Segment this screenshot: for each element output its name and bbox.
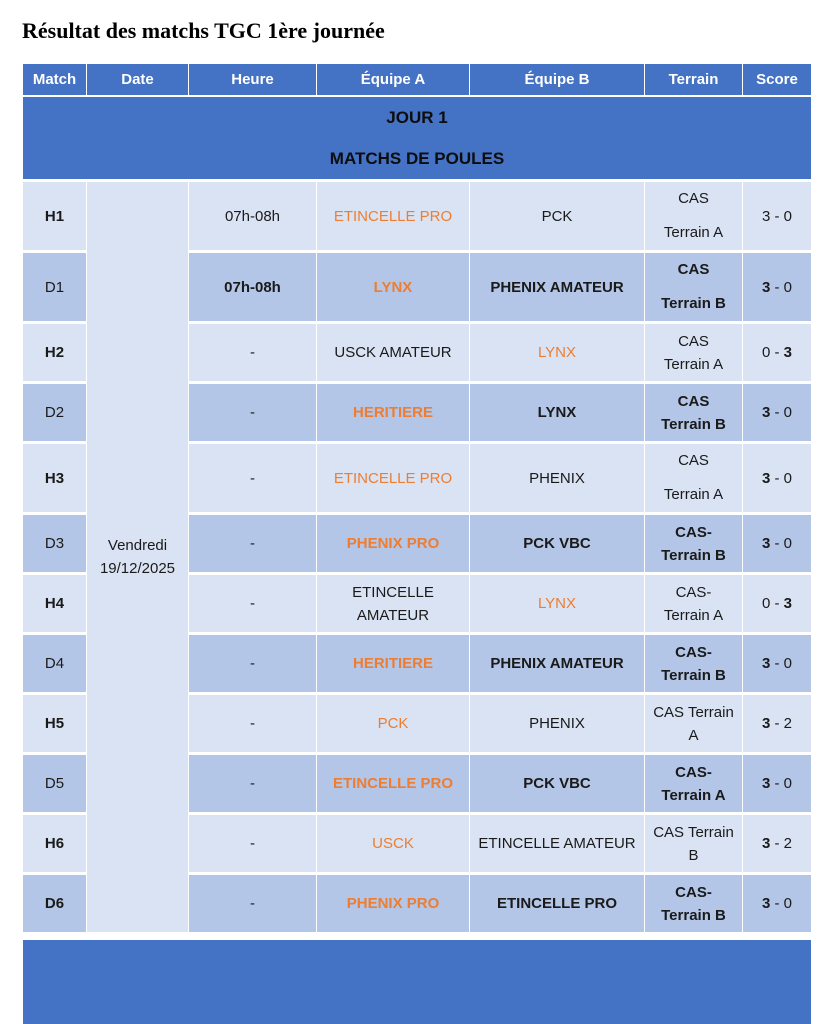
- score-a: 3: [761, 655, 771, 672]
- match-time: -: [189, 444, 317, 515]
- score-b: 0: [783, 535, 793, 552]
- team-b: ETINCELLE AMATEUR: [470, 815, 645, 875]
- terrain-line: CAS-: [675, 583, 712, 601]
- match-code: H6: [23, 815, 87, 875]
- terrain: [645, 575, 743, 635]
- terrain-line: CAS: [678, 452, 709, 469]
- team-b: LYNX: [470, 324, 645, 384]
- match-code: H5: [23, 695, 87, 755]
- score-b: 2: [783, 715, 793, 732]
- score: 0 - 3: [743, 575, 811, 635]
- team-a-line: ETINCELLE: [352, 583, 434, 601]
- score: 3 - 0: [743, 444, 811, 515]
- team-b: PCK VBC: [470, 515, 645, 575]
- terrain-line: CAS-: [675, 763, 712, 781]
- day-banner: [23, 97, 811, 182]
- match-code: D4: [23, 635, 87, 695]
- score-b: 0: [783, 775, 793, 792]
- match-date: [87, 182, 189, 935]
- phase-label: MATCHS DE POULES: [329, 149, 505, 168]
- score: 3 - 0: [743, 635, 811, 695]
- terrain-line: B: [688, 846, 699, 864]
- terrain-line: Terrain B: [661, 546, 726, 564]
- team-b: LYNX: [470, 575, 645, 635]
- date-value: 19/12/2025: [99, 560, 176, 577]
- terrain-line: Terrain A: [663, 606, 724, 624]
- team-a: ETINCELLE PRO: [317, 444, 470, 515]
- terrain: [645, 253, 743, 324]
- score: 3 - 2: [743, 695, 811, 755]
- day-label: JOUR 1: [386, 108, 448, 127]
- team-a: [317, 575, 470, 635]
- day-banner-row: [23, 97, 811, 182]
- score-b: 3: [783, 595, 793, 612]
- score: 3 - 0: [743, 253, 811, 324]
- team-b: PCK: [470, 182, 645, 253]
- match-time: -: [189, 324, 317, 384]
- team-a: USCK: [317, 815, 470, 875]
- col-header-match: Match: [23, 64, 87, 97]
- match-code: D3: [23, 515, 87, 575]
- col-header-terrain: Terrain: [645, 64, 743, 97]
- score: 3 - 0: [743, 515, 811, 575]
- team-a: USCK AMATEUR: [317, 324, 470, 384]
- date-weekday: Vendredi: [107, 537, 168, 554]
- table-footer-bar: [23, 940, 811, 1024]
- terrain: [645, 695, 743, 755]
- terrain: [645, 444, 743, 515]
- terrain-line: CAS-: [675, 523, 712, 541]
- terrain: [645, 182, 743, 253]
- team-b: ETINCELLE PRO: [470, 875, 645, 935]
- team-a: ETINCELLE PRO: [317, 182, 470, 253]
- team-b: PHENIX AMATEUR: [470, 635, 645, 695]
- score-b: 0: [783, 895, 793, 912]
- score-b: 2: [783, 835, 793, 852]
- score-b: 0: [783, 207, 793, 225]
- match-time: -: [189, 575, 317, 635]
- match-time: -: [189, 635, 317, 695]
- terrain-line: CAS-: [675, 883, 712, 901]
- team-b: PHENIX: [470, 444, 645, 515]
- score-a: 0: [761, 344, 771, 361]
- terrain: [645, 635, 743, 695]
- terrain: [645, 515, 743, 575]
- match-code: H2: [23, 324, 87, 384]
- team-b: LYNX: [470, 384, 645, 444]
- match-code: D2: [23, 384, 87, 444]
- score-b: 3: [783, 344, 793, 361]
- terrain: [645, 875, 743, 935]
- col-header-date: Date: [87, 64, 189, 97]
- team-a: ETINCELLE PRO: [317, 755, 470, 815]
- score-b: 0: [783, 469, 793, 487]
- score-a: 3: [761, 469, 771, 487]
- terrain: [645, 815, 743, 875]
- match-code: H4: [23, 575, 87, 635]
- terrain-line: Terrain B: [661, 666, 726, 684]
- team-a: HERITIERE: [317, 635, 470, 695]
- match-time: -: [189, 515, 317, 575]
- match-code: D1: [23, 253, 87, 324]
- terrain-line: Terrain B: [661, 415, 726, 433]
- score: 3 - 0: [743, 384, 811, 444]
- col-header-heure: Heure: [189, 64, 317, 97]
- team-a: PCK: [317, 695, 470, 755]
- terrain-line: CAS: [677, 261, 710, 278]
- score-a: 3: [761, 535, 771, 552]
- match-time: -: [189, 384, 317, 444]
- match-code: D6: [23, 875, 87, 935]
- terrain-line: Terrain A: [663, 355, 724, 373]
- score-a: 3: [761, 835, 771, 852]
- match-time: 07h-08h: [189, 182, 317, 253]
- score-a: 3: [761, 207, 771, 225]
- score: 3 - 0: [743, 755, 811, 815]
- terrain-line: CAS-: [675, 643, 712, 661]
- match-time: -: [189, 695, 317, 755]
- team-a: PHENIX PRO: [317, 515, 470, 575]
- terrain-line: CAS: [678, 332, 709, 350]
- terrain-line: CAS: [677, 392, 710, 410]
- team-b: PCK VBC: [470, 755, 645, 815]
- score-a: 3: [761, 278, 771, 296]
- col-header-score: Score: [743, 64, 811, 97]
- terrain-line: Terrain B: [661, 906, 726, 924]
- score-a: 3: [761, 404, 771, 421]
- col-header-equipe-b: Équipe B: [470, 64, 645, 97]
- terrain-line: Terrain A: [663, 224, 724, 241]
- team-a-line: AMATEUR: [356, 606, 430, 624]
- match-time: 07h-08h: [189, 253, 317, 324]
- score-a: 3: [761, 775, 771, 792]
- terrain-line: CAS: [678, 190, 709, 207]
- team-a: PHENIX PRO: [317, 875, 470, 935]
- match-time: -: [189, 875, 317, 935]
- terrain-line: Terrain A: [663, 486, 724, 503]
- col-header-equipe-a: Équipe A: [317, 64, 470, 97]
- terrain: [645, 384, 743, 444]
- match-time: -: [189, 755, 317, 815]
- terrain-line: CAS Terrain: [653, 703, 734, 721]
- score-a: 0: [761, 595, 771, 612]
- match-code: H1: [23, 182, 87, 253]
- match-code: H3: [23, 444, 87, 515]
- results-table: [23, 64, 811, 935]
- score: 3 - 0: [743, 182, 811, 253]
- team-a: LYNX: [317, 253, 470, 324]
- team-b: PHENIX: [470, 695, 645, 755]
- score-b: 0: [783, 655, 793, 672]
- team-a: HERITIERE: [317, 384, 470, 444]
- score-a: 3: [761, 895, 771, 912]
- score-b: 0: [783, 278, 793, 296]
- score: 3 - 0: [743, 875, 811, 935]
- terrain-line: Terrain A: [661, 786, 726, 804]
- page-title: Résultat des matchs TGC 1ère journée: [22, 18, 385, 43]
- score: 0 - 3: [743, 324, 811, 384]
- terrain-line: CAS Terrain: [653, 823, 734, 841]
- terrain: [645, 755, 743, 815]
- score-b: 0: [783, 404, 793, 421]
- team-b: PHENIX AMATEUR: [470, 253, 645, 324]
- match-time: -: [189, 815, 317, 875]
- terrain: [645, 324, 743, 384]
- score: 3 - 2: [743, 815, 811, 875]
- score-a: 3: [761, 715, 771, 732]
- header-row: [23, 64, 811, 97]
- table-row: [23, 182, 811, 253]
- terrain-line: A: [688, 726, 699, 744]
- terrain-line: Terrain B: [661, 295, 726, 312]
- match-code: D5: [23, 755, 87, 815]
